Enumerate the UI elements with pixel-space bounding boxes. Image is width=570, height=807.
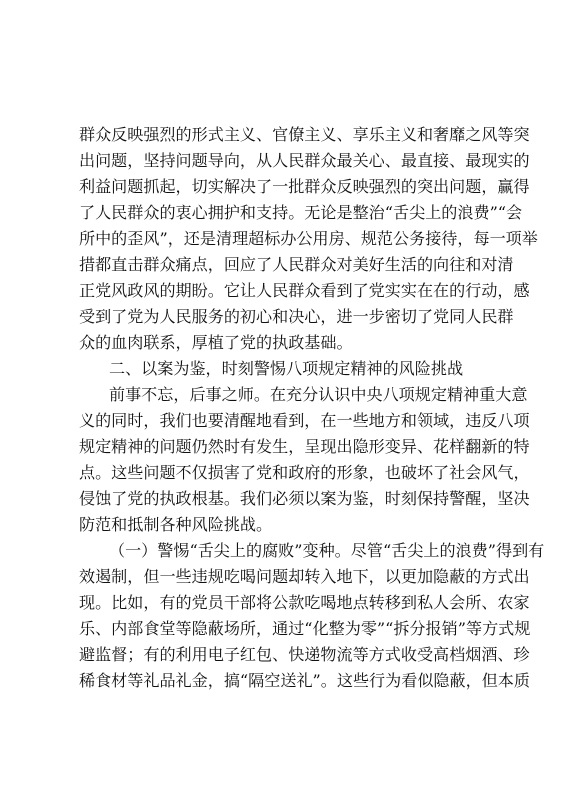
body-text-line: 效遏制，但一些违规吃喝问题却转入地下，以更加隐蔽的方式出 [79, 567, 530, 586]
body-text-line: 侵蚀了党的执政根基。我们必须以案为鉴，时刻保持警醒，坚决 [79, 489, 530, 508]
body-text-line: 受到了党为人民服务的初心和决心，进一步密切了党同人民群 [79, 307, 514, 326]
body-text-line: 乐、内部食堂等隐蔽场所，通过“化整为零”“拆分报销”等方式规 [79, 619, 531, 638]
body-text-line: 前事不忘，后事之师。在充分认识中央八项规定精神重大意 [109, 385, 528, 404]
body-text-line: 了人民群众的衷心拥护和支持。无论是整治“舌尖上的浪费”“会 [79, 203, 523, 222]
body-text-line: 措都直击群众痛点，回应了人民群众对美好生活的向往和对清 [79, 255, 514, 274]
body-text-line: 众的血肉联系，厚植了党的执政基础。 [79, 333, 353, 352]
body-text-line: 出问题，坚持问题导向，从人民群众最关心、最直接、最现实的 [79, 151, 530, 170]
body-text-line: 正党风政风的期盼。它让人民群众看到了党实实在在的行动，感 [79, 281, 530, 300]
body-text-line: 稀食材等礼品礼金，搞“隔空送礼”。这些行为看似隐蔽，但本质 [79, 671, 530, 690]
section-heading: 二、以案为鉴，时刻警惕八项规定精神的风险挑战 [109, 359, 464, 378]
body-text-line: 防范和抵制各种风险挑战。 [79, 515, 273, 534]
body-text-line: 规定精神的问题仍然时有发生，呈现出隐形变异、花样翻新的特 [79, 437, 530, 456]
body-text-line: 利益问题抓起，切实解决了一批群众反映强烈的突出问题，赢得 [79, 177, 530, 196]
body-text-line: 点。这些问题不仅损害了党和政府的形象，也破坏了社会风气， [79, 463, 530, 482]
body-text-line: 所中的歪风”，还是清理超标办公用房、规范公务接待，每一项举 [79, 229, 538, 248]
body-text-line: 现。比如，有的党员干部将公款吃喝地点转移到私人会所、农家 [79, 593, 530, 612]
body-text-line: 义的同时，我们也要清醒地看到，在一些地方和领域，违反八项 [79, 411, 530, 430]
body-text-line: 群众反映强烈的形式主义、官僚主义、享乐主义和奢靡之风等突 [79, 125, 530, 144]
body-text-line: 避监督；有的利用电子红包、快递物流等方式收受高档烟酒、珍 [79, 645, 530, 664]
subsection-heading-line: （一）警惕“舌尖上的腐败”变种。尽管“舌尖上的浪费”得到有 [109, 541, 545, 560]
